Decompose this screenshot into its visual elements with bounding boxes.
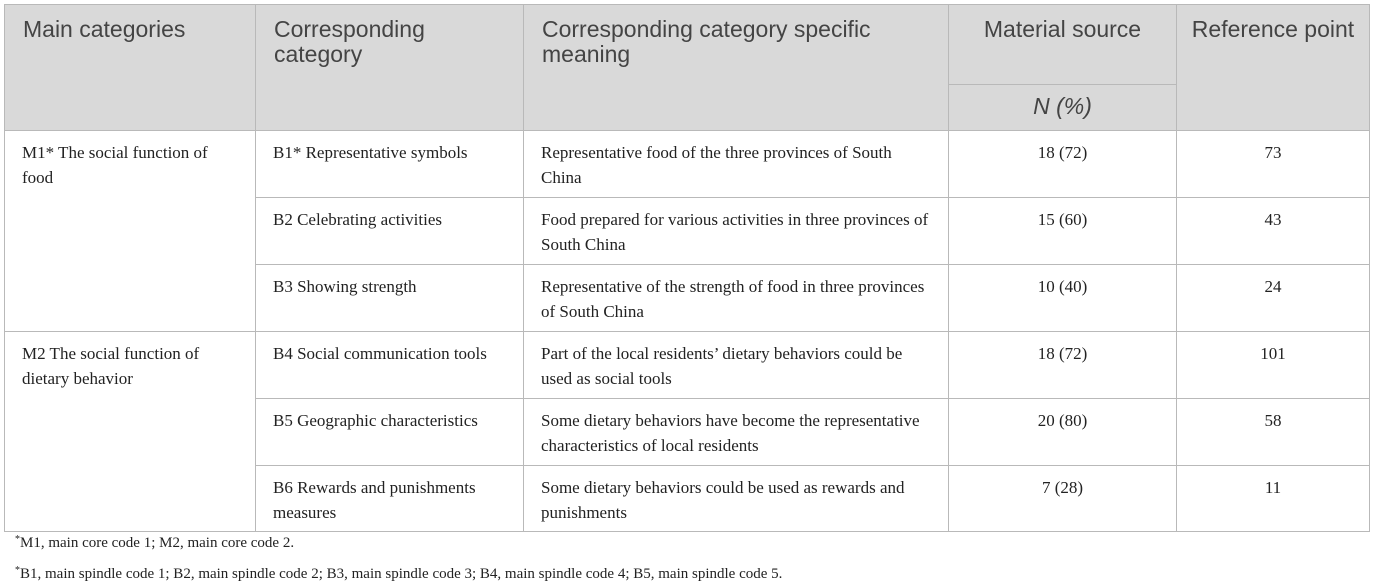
category-cell: B4 Social communication tools: [256, 332, 524, 399]
reference-cell: 43: [1177, 198, 1370, 265]
category-cell: B2 Celebrating activities: [256, 198, 524, 265]
meaning-cell: Some dietary behaviors could be used as rewards and punishments: [524, 466, 949, 532]
footnote: [15, 526, 782, 557]
footnote: [15, 557, 782, 588]
source-cell: 10 (40): [949, 265, 1177, 332]
source-cell: 18 (72): [949, 332, 1177, 399]
table-row: [5, 131, 1370, 198]
reference-cell: 101: [1177, 332, 1370, 399]
header-corresponding-category: Corresponding category: [256, 5, 524, 131]
reference-cell: 11: [1177, 466, 1370, 532]
category-cell: B1* Representative symbols: [256, 131, 524, 198]
source-cell: 7 (28): [949, 466, 1177, 532]
meaning-cell: Some dietary behaviors have become the representative characteristics of local residents: [524, 399, 949, 466]
header-main-categories: Main categories: [5, 5, 256, 131]
footnote-mark: *: [15, 534, 20, 545]
reference-cell: 73: [1177, 131, 1370, 198]
categories-table: [4, 4, 1370, 532]
header-specific-meaning: Corresponding category specific meaning: [524, 5, 949, 131]
footnote-text: B1, main spindle code 1; B2, main spindle code 2; B3, main spindle code 3; B4, main spindle code 4; B5, main spindle code 5.: [20, 566, 783, 582]
meaning-cell: Part of the local residents’ dietary behaviors could be used as social tools: [524, 332, 949, 399]
footnote-text: M1, main core code 1; M2, main core code 2.: [20, 535, 295, 551]
reference-cell: 24: [1177, 265, 1370, 332]
header-material-source-unit: N (%): [949, 85, 1177, 131]
main-category-cell: M2 The social function of dietary behavior: [5, 332, 256, 532]
source-cell: 15 (60): [949, 198, 1177, 265]
reference-cell: 58: [1177, 399, 1370, 466]
main-category-cell: M1* The social function of food: [5, 131, 256, 332]
footnote-mark: *: [15, 565, 20, 576]
meaning-cell: Representative food of the three provinces of South China: [524, 131, 949, 198]
header-reference-point: Reference point: [1177, 5, 1370, 131]
table-row: [5, 332, 1370, 399]
source-cell: 18 (72): [949, 131, 1177, 198]
category-cell: B6 Rewards and punishments measures: [256, 466, 524, 532]
category-cell: B3 Showing strength: [256, 265, 524, 332]
meaning-cell: Food prepared for various activities in three provinces of South China: [524, 198, 949, 265]
header-material-source: Material source: [949, 5, 1177, 85]
meaning-cell: Representative of the strength of food in three provinces of South China: [524, 265, 949, 332]
category-cell: B5 Geographic characteristics: [256, 399, 524, 466]
footnotes: [15, 526, 782, 588]
source-cell: 20 (80): [949, 399, 1177, 466]
